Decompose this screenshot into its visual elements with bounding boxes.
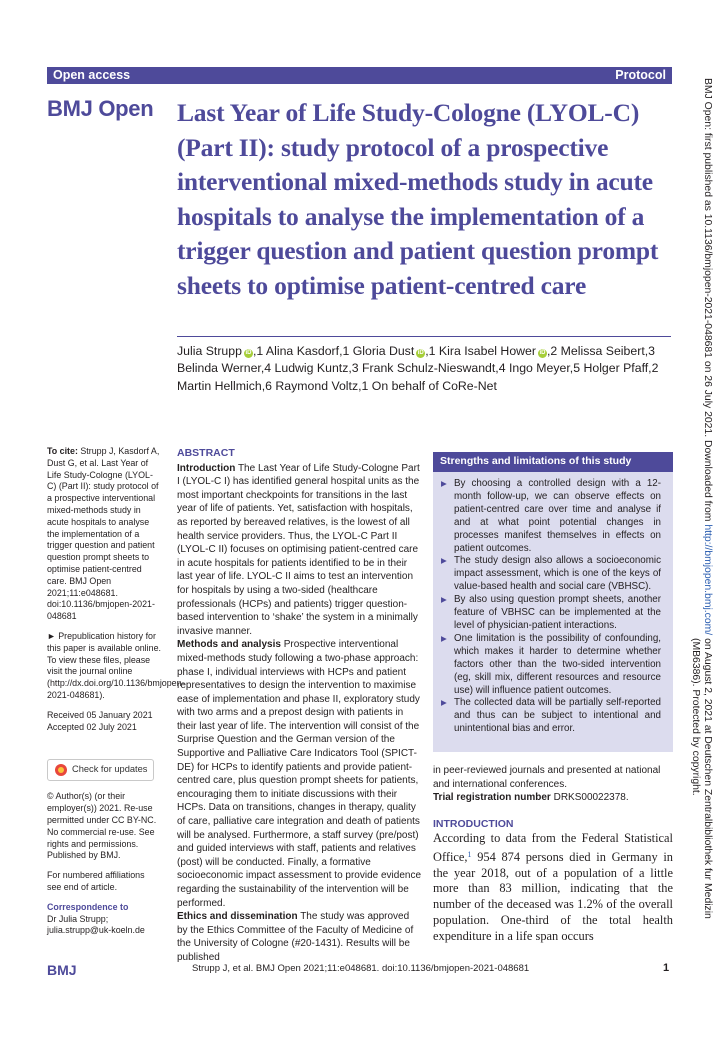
abstract-ethics-text: The study was approved by the Ethics Committee of the Faculty of Medicine of the University of Cologne (#20-1431). Results will be published — [177, 911, 414, 963]
title-divider — [177, 336, 671, 337]
cite-label: To cite: — [47, 446, 78, 456]
author-names-rest: Melissa Seibert,3 Belinda Werner,4 Ludwig Kuntz,3 Frank Schulz-Nieswandt,4 Ingo Meyer,5 Holger Pfaff,2 Martin Hellmich,6 Raymond Voltz,1 On behalf of CoRe-Net — [177, 344, 659, 393]
cite-block — [47, 446, 161, 623]
trial-label: Trial registration number — [433, 792, 551, 804]
introduction-text — [433, 831, 673, 944]
section-label: Protocol — [615, 68, 666, 82]
author-name: Julia Strupp — [177, 344, 242, 358]
copyright-note: © Author(s) (or their employer(s)) 2021. Re-use permitted under CC BY-NC. No commercial re-use. See rights and permissions. Published by BMJ. — [47, 791, 157, 861]
list-item: ▶ The study design also allows a socioeconomic impact assessment, which is one of the keys of value-based health and social care (VBHSC). — [441, 555, 661, 594]
margin-text: BMJ Open: first published as 10.1136/bmjopen-2021-048681 on 26 July 2021. Downloaded from — [702, 78, 713, 525]
page-number: 1 — [663, 962, 670, 974]
abstract-ethics-label: Ethics and dissemination — [177, 911, 298, 923]
abstract-introduction — [177, 462, 421, 639]
check-updates-button[interactable] — [47, 759, 154, 781]
margin-text-3: (MB6386). Protected by copyright. — [690, 638, 701, 796]
reference-link[interactable]: 1 — [467, 850, 472, 860]
strengths-title: Strengths and limitations of this study — [433, 452, 673, 472]
strengths-limitations-box — [433, 452, 673, 752]
journal-logo: BMJ Open — [47, 96, 154, 121]
abstract-methods-text: Prospective interventional mixed-methods study following a two-phase approach: phase I, individual interviews with HCPs and patient representatives to design the intervention to maximise ease of implementation and phase II, exploratory study with two arms and a prepost design with patients in their last year of life. The intervention will consist of the Surprise Question and the German version of the Supportive and Palliative Care Indicators Tool (SPICT-DE) for HCPs to identify patients and provide patient-centred care, plus question prompt sheets for patients, encouraging them to initiate discussions with their HCPs. Data on transitions, changes in therapy, quality of care, palliative care integration and death of patients will be analysed. Furthermore, a staff survey (pre/post) and guided interviews with staff, patients and relatives (post) will be conducted. Finally, a formative socioeconomic impact assessment to provide evidence regarding the sustainability of the intervention will be performed. — [177, 639, 422, 909]
cite-text: Strupp J, Kasdorf A, Dust G, et al. Last Year of Life Study-Cologne (LYOL-C) (Part II): study protocol of a prospective interventional mixed-methods study in acute hospitals to analyse the implementation of a trigger question and patient question prompt sheets to optimise patient-centred care. BMJ Open 2021;11:e048681. doi:10.1136/bmjopen-2021-048681 — [47, 446, 160, 622]
author-names: ,1 Alina Kasdorf,1 Gloria Dust — [252, 344, 415, 358]
abstract-continued: in peer-reviewed journals and presented at national and international conferences. — [433, 765, 661, 790]
intro-text-a: According to data from the Federal Statistical Office, — [433, 831, 673, 865]
abstract-heading: ABSTRACT — [177, 447, 235, 459]
abstract-intro-text: The Last Year of Life Study-Cologne Part I (LYOL-C I) has identified general hospital units as the most important checkpoints for transitions in the last year of life of patients. Yet, satisfaction with hospitals, as reported by bereaved relatives, is the lowest of all health service providers. Thus, the LYOL-C Part II (LYOL-C II) focuses on optimising patient-centred care in acute hospitals for patients identified to be in their last year of life. LYOL-C II aims to test an intervention for hospitals by using a two-sided (healthcare professionals (HCPs) and patients) trigger question-based intervention to ‘shake’ the system in a minimally invasive manner. — [177, 462, 420, 637]
author-list — [177, 343, 673, 395]
trial-registration — [433, 791, 673, 805]
margin-link[interactable]: http://bmjopen.bmj.com/ — [702, 524, 713, 636]
affiliations-note: For numbered affiliations see end of article. — [47, 870, 145, 892]
list-item: ▶ One limitation is the possibility of confounding, which makes it harder to determine whether factors other than the two-sided intervention (eg, skill mix, different resources and resource use) will influence patient outcomes. — [441, 633, 661, 698]
right-column — [433, 764, 673, 944]
footer-citation: Strupp J, et al. BMJ Open 2021;11:e048681. doi:10.1136/bmjopen-2021-048681 — [192, 963, 530, 974]
received-date: Received 05 January 2021 — [47, 709, 153, 720]
top-banner — [47, 67, 672, 84]
margin-text-2: on August 2, 2021 at Deutschen Zentralbibliothek fur Medizin — [702, 635, 713, 919]
list-item: ▶ The collected data will be partially self-reported and thus can be subject to intentional and unintentional bias and error. — [441, 697, 661, 736]
correspondence-email[interactable]: julia.strupp@uk-koeln.de — [47, 925, 145, 936]
orcid-icon[interactable]: iD — [417, 350, 424, 356]
correspondence-label: Correspondence to — [47, 901, 129, 912]
margin-notice — [690, 78, 713, 928]
prepub-note: ► Prepublication history for this paper is available online. To view these files, please visit the journal online (http://dx.doi.org/10.1136/bmjopen-2021-048681). — [47, 630, 185, 700]
trial-value: DRKS00022378. — [553, 792, 629, 804]
intro-text-b: 954 874 persons died in Germany in the year 2018, out of a population of a little more than 83 million, indicating that the number of the deceased was 1.2% of the overall population. One-third of the total health expenditure in a life span occurs — [433, 850, 673, 943]
abstract — [177, 447, 421, 965]
abstract-methods-label: Methods and analysis — [177, 639, 281, 651]
abstract-ethics — [177, 910, 421, 964]
author-names: ,1 Kira Isabel Hower — [425, 344, 536, 358]
author-names: ,2 — [546, 344, 558, 358]
sidebar — [47, 446, 185, 945]
abstract-methods — [177, 638, 421, 910]
open-access-label: Open access — [53, 68, 131, 82]
strengths-list — [433, 478, 673, 736]
correspondence-name: Dr Julia Strupp; — [47, 913, 109, 924]
orcid-icon[interactable]: iD — [539, 350, 546, 356]
orcid-icon[interactable]: iD — [245, 350, 252, 356]
article-title: Last Year of Life Study-Cologne (LYOL-C) (Part II): study protocol of a prospective interventional mixed-methods study in acute hospitals to analyse the implementation of a trigger question and patient question prompt sheets to optimise patient-centred care — [177, 98, 659, 300]
crossmark-icon — [55, 764, 67, 776]
check-updates-label: Check for updates — [72, 764, 148, 775]
abstract-intro-label: Introduction — [177, 462, 236, 474]
footer-logo: BMJ — [47, 962, 77, 978]
list-item: ▶ By also using question prompt sheets, another feature of VBHSC can be implemented at the level of physician-patient interactions. — [441, 594, 661, 633]
accepted-date: Accepted 02 July 2021 — [47, 721, 137, 732]
introduction-heading: INTRODUCTION — [433, 817, 514, 830]
list-item: ▶ By choosing a controlled design with a 12-month follow-up, we can observe effects on patient-centred care over time and analyse if and at what point potential changes in processes manifest themselves in effects on patient outcomes. — [441, 478, 661, 555]
